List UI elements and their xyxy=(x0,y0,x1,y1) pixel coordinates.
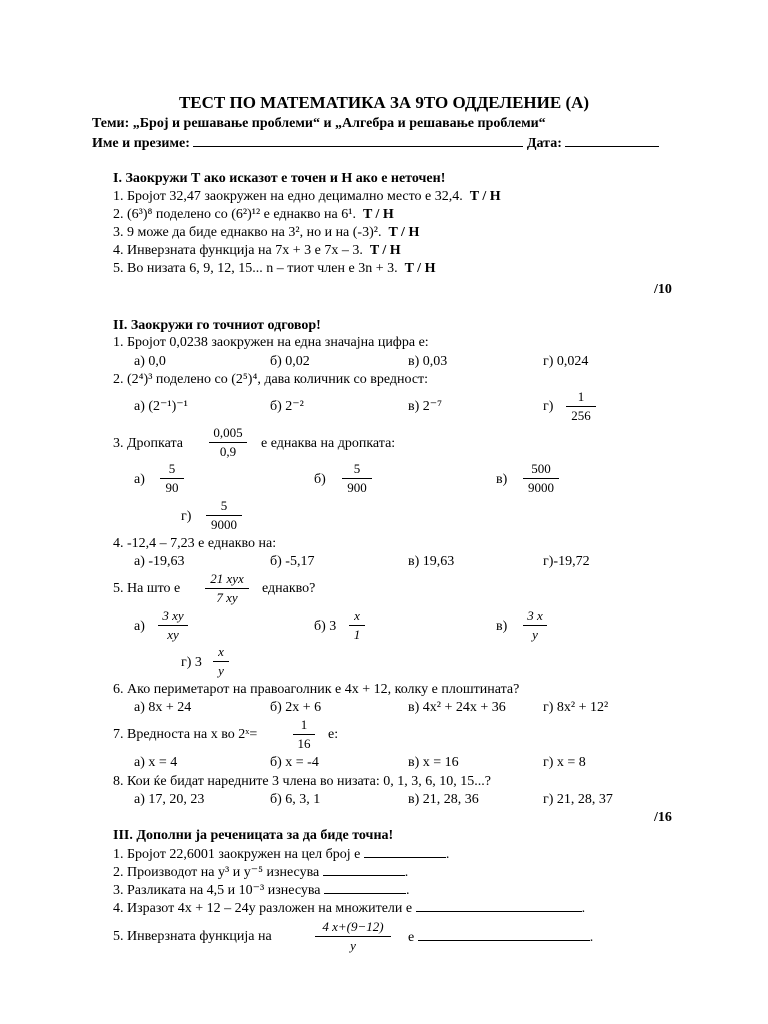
q2-option-d[interactable]: г) xyxy=(543,399,554,414)
q8-option-c[interactable]: в) 21, 28, 36 xyxy=(408,792,479,807)
name-date-line xyxy=(92,135,659,152)
q8-option-b[interactable]: б) 6, 3, 1 xyxy=(270,792,321,807)
s3-item-4: 4. Изразот 4x + 12 – 24y разложен на множители е . xyxy=(113,901,586,916)
q2-text: 2. (2⁴)³ поделено со (2⁵)⁴, дава количник со вредност: xyxy=(113,372,429,387)
q6-option-d[interactable]: г) 8x² + 12² xyxy=(543,700,609,715)
q3-option-b[interactable]: б) xyxy=(314,472,326,487)
q3-option-a[interactable]: а) xyxy=(134,472,145,487)
name-blank[interactable] xyxy=(193,135,523,147)
s1-item-5: 5. Во низата 6, 9, 12, 15... n – тиот член е 3n + 3. T / Н xyxy=(113,261,436,276)
q6-option-c[interactable]: в) 4x² + 24x + 36 xyxy=(408,700,506,715)
q6-option-b[interactable]: б) 2x + 6 xyxy=(270,700,322,715)
q4-option-a[interactable]: а) -19,63 xyxy=(134,554,185,569)
q4-text: 4. -12,4 – 7,23 е еднакво на: xyxy=(113,536,277,551)
q4-option-d[interactable]: г)-19,72 xyxy=(543,554,590,569)
date-label: Дата: xyxy=(526,136,562,151)
q3-option-d[interactable]: г) xyxy=(181,509,192,524)
s3-item-3: 3. Разликата на 4,5 и 10⁻³ изнесува . xyxy=(113,883,410,898)
s3-item-1: 1. Бројот 22,6001 заокружен на цел број е . xyxy=(113,847,450,862)
q3-option-d-fraction: $\frac{5}{9000}$ xyxy=(206,497,242,534)
tn-choice[interactable]: T / Н xyxy=(388,225,420,240)
q1-text: 1. Бројот 0,0238 заокружен на една значајна цифра е: xyxy=(113,335,429,350)
q1-option-d[interactable]: г) 0,024 xyxy=(543,354,589,369)
q4-option-c[interactable]: в) 19,63 xyxy=(408,554,455,569)
q4-option-b[interactable]: б) -5,17 xyxy=(270,554,315,569)
topics-line: Теми: „Број и решавање проблеми“ и „Алгебра и решавање проблеми“ xyxy=(92,116,546,131)
q7-option-c[interactable]: в) x = 16 xyxy=(408,755,459,770)
name-label: Име и презиме: xyxy=(92,136,190,151)
q2-option-c[interactable]: в) 2⁻⁷ xyxy=(408,399,443,414)
section-1-heading: I. Заокружи Т ако исказот е точен и Н ако е неточен! xyxy=(113,171,446,186)
page-title: ТЕСТ ПО МАТЕМАТИКА ЗА 9ТО ОДДЕЛЕНИЕ (А) xyxy=(178,93,590,112)
q5-text-b: еднакво? xyxy=(262,581,316,596)
q1-option-c[interactable]: в) 0,03 xyxy=(408,354,448,369)
q6-option-a[interactable]: а) 8x + 24 xyxy=(134,700,192,715)
q5-text-a: 5. На што е xyxy=(113,581,181,596)
s1-item-2: 2. (6³)⁸ поделено со (6²)¹² е еднакво на 6¹. T / Н xyxy=(113,207,394,222)
s1-item-3: 3. 9 може да биде еднакво на 3², но и на (-3)². T / Н xyxy=(113,225,420,240)
tn-choice[interactable]: T / Н xyxy=(362,207,394,222)
q5-option-a[interactable]: а) xyxy=(134,619,145,634)
s1-points: /10 xyxy=(654,282,672,297)
s3-item-2: 2. Производот на y³ и y⁻⁵ изнесува . xyxy=(113,865,409,880)
tn-choice[interactable]: T / Н xyxy=(469,189,501,204)
q3-option-c-fraction: $\frac{500}{9000}$ xyxy=(523,460,559,497)
q2-option-a[interactable]: а) (2⁻¹)⁻¹ xyxy=(134,399,188,414)
q5-option-a-fraction: $\frac{3 xy}{xy}$ xyxy=(158,607,188,644)
date-blank[interactable] xyxy=(565,135,659,147)
q5-fraction: 21 xyx 7 xy xyxy=(205,570,249,607)
s3-item-5-fraction: $\frac{4 x+(9-12)}{y}$ xyxy=(315,918,391,955)
q5-option-b[interactable]: б) 3 xyxy=(314,619,337,634)
section-3-heading: III. Дополни ја реченицата за да биде точна! xyxy=(113,828,394,843)
q8-text: 8. Кои ќе бидат наредните 3 члена во низата: 0, 1, 3, 6, 10, 15...? xyxy=(113,774,491,789)
q6-text: 6. Ако периметарот на правоаголник е 4x + 12, колку е плоштината? xyxy=(113,682,520,697)
section-2-heading: II. Заокружи го точниот одговор! xyxy=(113,318,321,333)
s3-item-5-tail: е . xyxy=(408,930,594,945)
s2-points: /16 xyxy=(654,810,672,825)
q2-option-b[interactable]: б) 2⁻² xyxy=(270,399,304,414)
tn-choice[interactable]: T / Н xyxy=(369,243,401,258)
q7-text-b: е: xyxy=(328,727,339,742)
q5-option-b-fraction: $\frac{x}{1}$ xyxy=(349,607,365,644)
q5-option-d[interactable]: г) 3 xyxy=(181,655,202,670)
q3-fraction: $\frac{0,005}{0,9}$ xyxy=(209,424,247,461)
s3-answer-blank[interactable] xyxy=(324,882,406,894)
s3-answer-blank[interactable] xyxy=(364,846,446,858)
q3-option-a-fraction: $\frac{5}{90}$ xyxy=(160,460,184,497)
q5-option-c[interactable]: в) xyxy=(496,619,508,634)
q5-option-d-fraction: $\frac{x}{y}$ xyxy=(213,643,229,680)
s3-answer-blank[interactable] xyxy=(323,864,405,876)
q3-text-a: 3. Дропката xyxy=(113,436,183,451)
q3-option-b-fraction: $\frac{5}{900}$ xyxy=(342,460,372,497)
q1-option-a[interactable]: а) 0,0 xyxy=(134,354,166,369)
q7-option-d[interactable]: г) x = 8 xyxy=(543,755,586,770)
q3-option-c[interactable]: в) xyxy=(496,472,508,487)
s3-answer-blank[interactable] xyxy=(418,929,590,941)
q7-option-a[interactable]: а) x = 4 xyxy=(134,755,178,770)
s1-item-4: 4. Инверзната функција на 7x + 3 е 7x – 3. T / Н xyxy=(113,243,401,258)
q7-option-b[interactable]: б) x = -4 xyxy=(270,755,319,770)
q3-text-b: е еднаква на дропката: xyxy=(261,436,396,451)
q7-fraction: $\frac{1}{16}$ xyxy=(293,716,315,753)
q7-text-a: 7. Вредноста на x во 2ˣ= xyxy=(113,727,258,742)
s3-answer-blank[interactable] xyxy=(416,900,582,912)
s3-item-5-text: 5. Инверзната функција на xyxy=(113,929,272,944)
s1-item-1: 1. Бројот 32,47 заокружен на едно децимално место е 32,4. T / Н xyxy=(113,189,501,204)
q5-option-c-fraction: $\frac{3 x}{y}$ xyxy=(523,607,547,644)
q8-option-a[interactable]: а) 17, 20, 23 xyxy=(134,792,205,807)
tn-choice[interactable]: T / Н xyxy=(404,261,436,276)
q2-option-d-fraction: $\frac{1}{256}$ xyxy=(566,388,596,425)
q8-option-d[interactable]: г) 21, 28, 37 xyxy=(543,792,613,807)
q1-option-b[interactable]: б) 0,02 xyxy=(270,354,310,369)
